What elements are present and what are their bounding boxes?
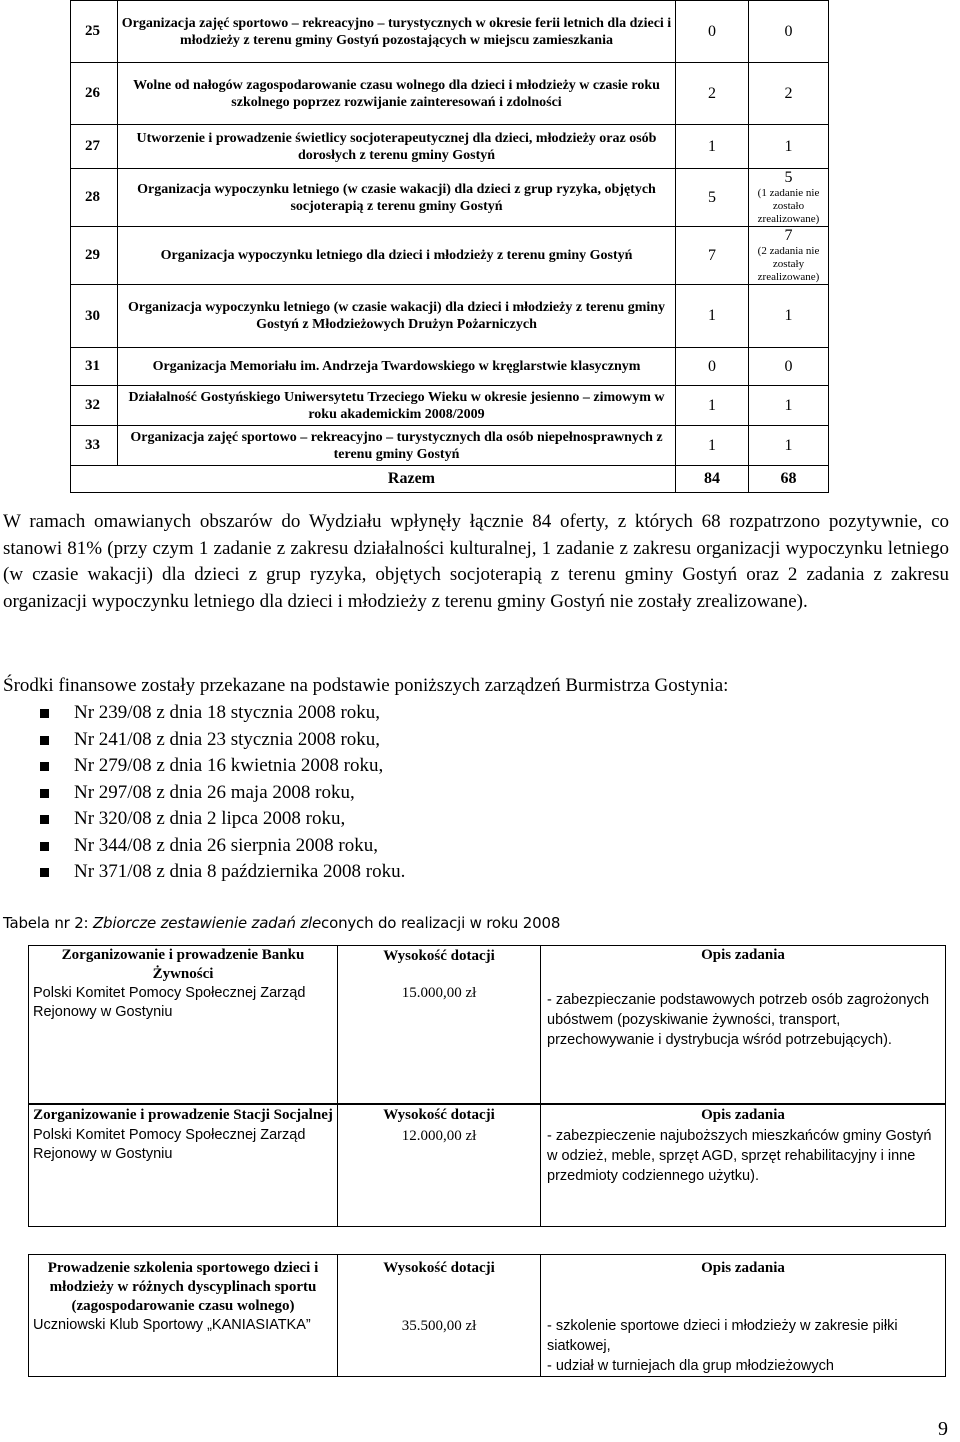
- submitted-count: 0: [676, 348, 749, 386]
- approved-count: 0: [749, 1, 829, 63]
- task-description: Organizacja wypoczynku letniego (w czasie wakacji) dla dzieci i młodzieży z terenu gminy Gostyń z Młodzieżowych Drużyn Pożarniczych: [118, 285, 676, 348]
- grant-amount: 12.000,00 zł: [338, 1126, 541, 1226]
- caption-suffix: conych do realizacji w roku 2008: [321, 914, 561, 932]
- order-text: Nr 297/08 z dnia 26 maja 2008 roku,: [74, 781, 355, 803]
- submitted-count: 1: [676, 386, 749, 426]
- submitted-count: 1: [676, 285, 749, 348]
- square-bullet-icon: [40, 868, 49, 877]
- row-number: 32: [71, 386, 118, 426]
- list-item: [40, 727, 405, 754]
- order-text: Nr 320/08 z dnia 2 lipca 2008 roku,: [74, 808, 346, 829]
- table-row: [71, 63, 829, 125]
- square-bullet-icon: [40, 709, 49, 718]
- task-description: - zabezpieczenie najuboższych mieszkańców gminy Gostyń w odzież, meble, sprzęt AGD, sprzęt rehabilitacyjny i inne przedmioty codziennego użytku).: [547, 1128, 932, 1184]
- grant-amount: 35.500,00 zł: [338, 1316, 541, 1377]
- task-table: [28, 1103, 946, 1227]
- list-item: [40, 859, 405, 886]
- amount-header: Wysokość dotacji: [338, 1255, 541, 1317]
- task-description-line: - szkolenie sportowe dzieci i młodzieży w zakresie piłki siatkowej,: [547, 1318, 898, 1354]
- square-bullet-icon: [40, 815, 49, 824]
- submitted-count: 0: [676, 1, 749, 63]
- list-item: [40, 806, 405, 833]
- caption-italic: Zbiorcze zestawienie zadań zle: [92, 914, 322, 932]
- task-header-row: [29, 946, 946, 985]
- total-submitted: 84: [676, 466, 749, 493]
- task-title: Zorganizowanie i prowadzenie Stacji Socjalnej: [29, 1104, 338, 1127]
- row-number: 26: [71, 63, 118, 125]
- total-row: [71, 466, 829, 493]
- table-row: [71, 348, 829, 386]
- approved-count: 2: [749, 63, 829, 125]
- task-description: Wolne od nałogów zagospodarowanie czasu wolnego dla dzieci i młodzieży w czasie roku szkolnego poprzez rozwijanie zainteresowań i zdolności: [118, 63, 676, 125]
- row-number: 30: [71, 285, 118, 348]
- order-text: Nr 344/08 z dnia 26 sierpnia 2008 roku,: [74, 834, 378, 856]
- list-item: [40, 753, 405, 780]
- approved-count: 1: [749, 426, 829, 466]
- task-table: [28, 945, 946, 1105]
- task-title: Prowadzenie szkolenia sportowego dzieci i młodzieży w różnych dyscyplinach sportu (zagospodarowanie czasu wolnego): [29, 1255, 338, 1317]
- task-body-row: [29, 1316, 946, 1377]
- row-number: 28: [71, 169, 118, 227]
- submitted-count: 1: [676, 426, 749, 466]
- approved-count: [749, 169, 829, 227]
- approved-count: [749, 227, 829, 285]
- task-title: Zorganizowanie i prowadzenie Banku Żywności: [29, 946, 338, 985]
- row-number: 25: [71, 1, 118, 63]
- task-description: Organizacja zajęć sportowo – rekreacyjno – turystycznych w okresie ferii letnich dla dzieci i młodzieży z terenu gminy Gostyń pozostających w miejscu zamieszkania: [118, 1, 676, 63]
- approved-count: 1: [749, 125, 829, 169]
- amount-header: Wysokość dotacji: [338, 946, 541, 985]
- table-row: [71, 125, 829, 169]
- task-header-row: [29, 1104, 946, 1127]
- order-text: Nr 239/08 z dnia 18 stycznia 2008 roku,: [74, 702, 381, 723]
- amount-header: Wysokość dotacji: [338, 1104, 541, 1127]
- description-header: Opis zadania: [541, 1104, 946, 1127]
- square-bullet-icon: [40, 762, 49, 771]
- page-number: 9: [938, 1418, 948, 1440]
- order-text: Nr 279/08 z dnia 16 kwietnia 2008 roku,: [74, 755, 384, 776]
- approved-count: 1: [749, 386, 829, 426]
- task-body-row: [29, 1126, 946, 1226]
- offers-table: [70, 0, 829, 493]
- submitted-count: 7: [676, 227, 749, 285]
- description-header: Opis zadania: [541, 1255, 946, 1317]
- task-description: Organizacja wypoczynku letniego dla dzieci i młodzieży z terenu gminy Gostyń: [118, 227, 676, 285]
- grant-amount: 15.000,00 zł: [338, 984, 541, 1104]
- approved-value: 7: [784, 227, 793, 244]
- task-description-line: - udział w turniejach dla grup młodzieżowych: [547, 1358, 834, 1374]
- row-number: 33: [71, 426, 118, 466]
- organization-name: Polski Komitet Pomocy Społecznej Zarząd Rejonowy w Gostyniu: [33, 1127, 306, 1162]
- funding-paragraph: Środki finansowe zostały przekazane na podstawie poniższych zarządzeń Burmistrza Gostynia:: [3, 675, 729, 696]
- table-row: [71, 386, 829, 426]
- task-description: - zabezpieczanie podstawowych potrzeb osób zagrożonych ubóstwem (pozyskiwanie żywności, transport, przechowywanie i dystrybucja wśród potrzebujących).: [547, 992, 930, 1048]
- list-item: [40, 700, 405, 727]
- row-number: 29: [71, 227, 118, 285]
- task-description: Działalność Gostyńskiego Uniwersytetu Trzeciego Wieku w okresie jesienno – zimowym w roku akademickim 2008/2009: [118, 386, 676, 426]
- list-item: [40, 833, 405, 860]
- approved-count: 0: [749, 348, 829, 386]
- caption-prefix: Tabela nr 2:: [3, 914, 93, 932]
- total-approved: 68: [749, 466, 829, 493]
- approved-note: (1 zadanie nie zostało zrealizowane): [757, 187, 820, 225]
- task-description: Utworzenie i prowadzenie świetlicy socjoterapeutycznej dla dzieci, młodzieży oraz osób dorosłych z terenu gminy Gostyń: [118, 125, 676, 169]
- submitted-count: 5: [676, 169, 749, 227]
- organization-name: Uczniowski Klub Sportowy „KANIASIATKA”: [33, 1317, 311, 1333]
- square-bullet-icon: [40, 736, 49, 745]
- row-number: 31: [71, 348, 118, 386]
- approved-value: 5: [784, 169, 793, 186]
- task-description: Organizacja Memoriału im. Andrzeja Twardowskiego w kręglarstwie klasycznym: [118, 348, 676, 386]
- square-bullet-icon: [40, 789, 49, 798]
- approved-count: 1: [749, 285, 829, 348]
- task-header-row: [29, 1255, 946, 1317]
- task-description: Organizacja wypoczynku letniego (w czasie wakacji) dla dzieci z grup ryzyka, objętych socjoterapią z terenu gminy Gostyń: [118, 169, 676, 227]
- table-caption: [3, 914, 560, 932]
- table-row: [71, 426, 829, 466]
- table-row: [71, 169, 829, 227]
- list-item: [40, 780, 405, 807]
- row-number: 27: [71, 125, 118, 169]
- organization-name: Polski Komitet Pomocy Społecznej Zarząd Rejonowy w Gostyniu: [33, 985, 306, 1020]
- square-bullet-icon: [40, 842, 49, 851]
- table-row: [71, 285, 829, 348]
- description-header: Opis zadania: [541, 946, 946, 985]
- task-description: Organizacja zajęć sportowo – rekreacyjno – turystycznych dla osób niepełnosprawnych z terenu gminy Gostyń: [118, 426, 676, 466]
- approved-note: (2 zadania nie zostały zrealizowane): [757, 245, 820, 283]
- order-text: Nr 241/08 z dnia 23 stycznia 2008 roku,: [74, 728, 381, 750]
- orders-list: [40, 700, 405, 886]
- task-body-row: [29, 984, 946, 1104]
- summary-paragraph: W ramach omawianych obszarów do Wydziału wpłynęły łącznie 84 oferty, z których 68 rozpatrzono pozytywnie, co stanowi 81% (przy czym 1 zadanie z zakresu działalności kulturalnej, 1 zadanie z zakresu organizacji wypoczynku letniego (w czasie wakacji) dla dzieci z grup ryzyka, objętych socjoterapią z terenu gminy Gostyń oraz 2 zadania z zakresu organizacji wypoczynku letniego dla dzieci i młodzieży z terenu gminy Gostyń nie zostały zrealizowane).: [3, 511, 949, 612]
- submitted-count: 1: [676, 125, 749, 169]
- table-row: [71, 1, 829, 63]
- task-table: [28, 1254, 946, 1377]
- table-row: [71, 227, 829, 285]
- submitted-count: 2: [676, 63, 749, 125]
- total-label: Razem: [71, 466, 676, 493]
- order-text: Nr 371/08 z dnia 8 października 2008 roku.: [74, 861, 406, 882]
